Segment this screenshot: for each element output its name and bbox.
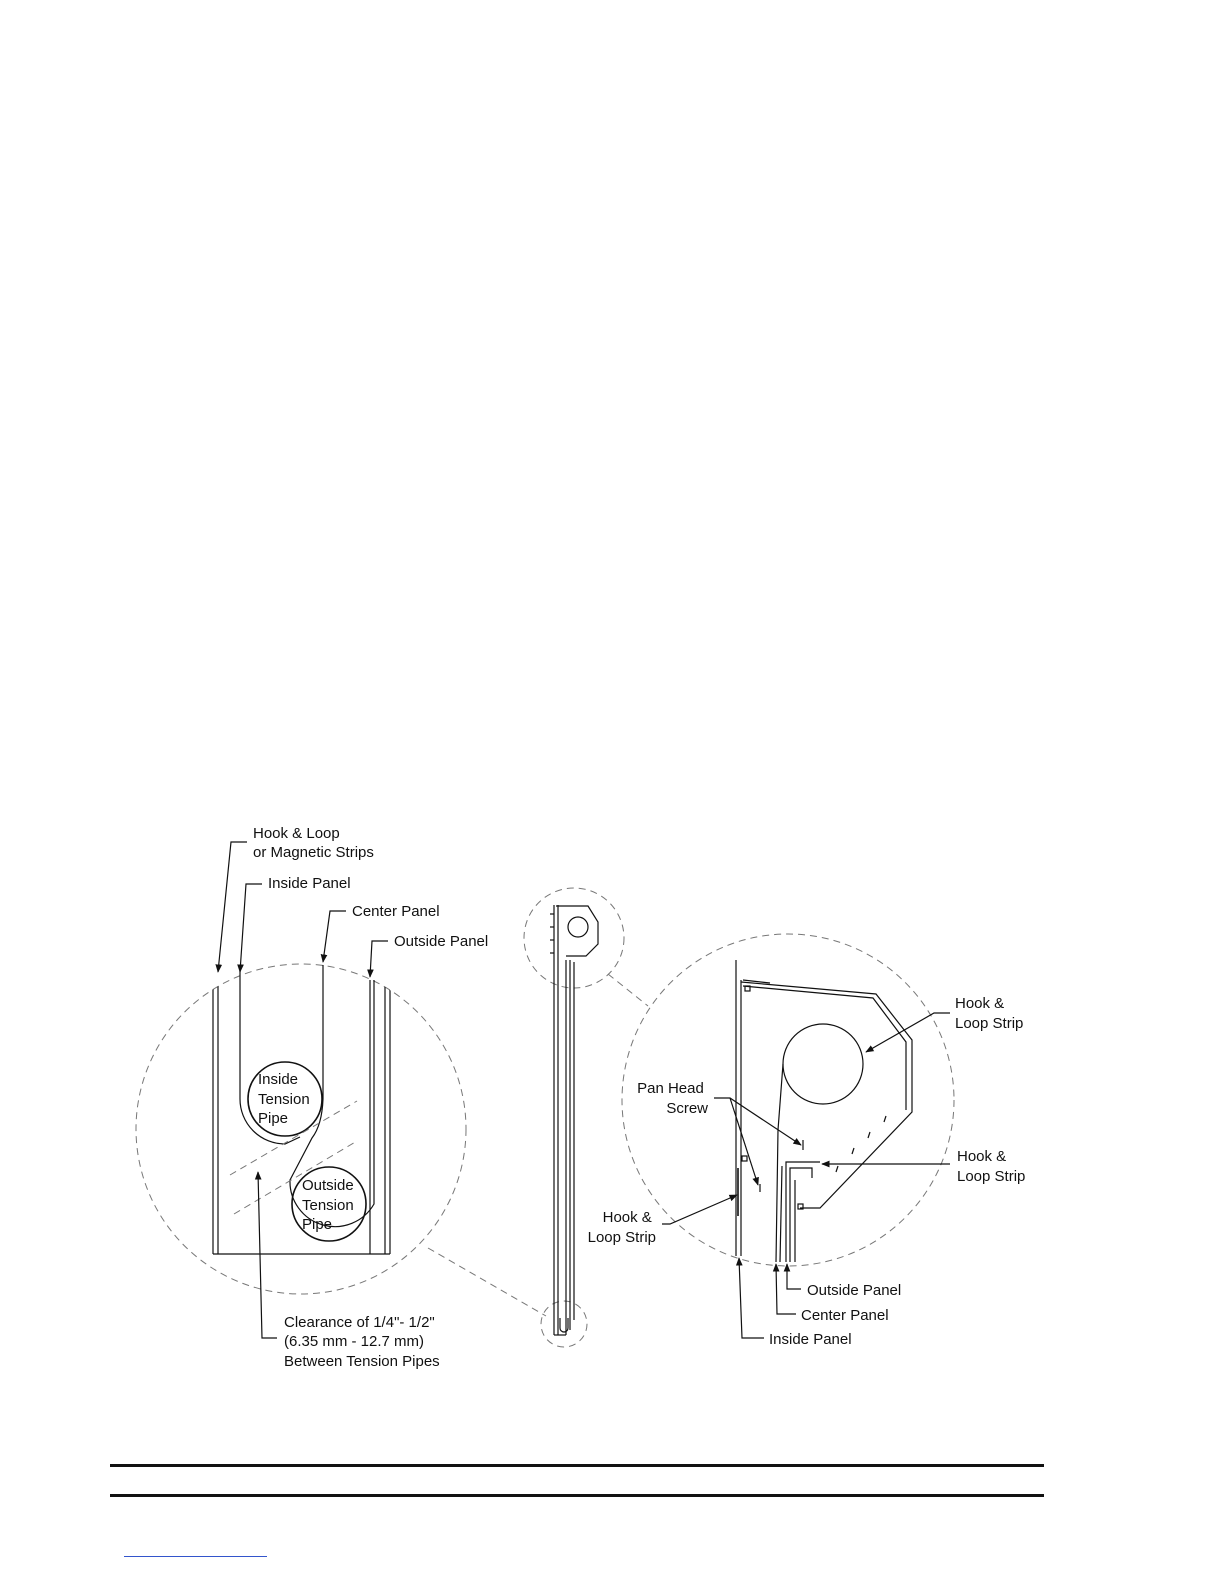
label-inside-panel: Inside Panel <box>268 875 351 892</box>
rd-hood-inner <box>743 986 906 1110</box>
rd-screw-mid <box>742 1156 747 1161</box>
rd-tension-pipe <box>783 1024 863 1104</box>
label-center-panel: Center Panel <box>352 903 440 920</box>
leader-inside-panel <box>240 884 262 972</box>
rd-outside-panel <box>786 1162 820 1262</box>
label-hook-loop-magnetic: Hook & Loop or Magnetic Strips <box>253 825 374 861</box>
leader-hook-loop <box>218 842 247 972</box>
label-inside-tension-pipe: Inside Tension Pipe <box>258 1071 310 1127</box>
elev-pipe <box>568 917 588 937</box>
label-clearance: Clearance of 1/4"- 1/2" (6.35 mm - 12.7 mm) Between Tension Pipes <box>284 1314 440 1370</box>
center-elevation <box>428 888 648 1347</box>
rd-center-panel-2 <box>780 1166 782 1262</box>
rd-leader-outside-panel <box>787 1264 801 1289</box>
label-outside-tension-pipe: Outside Tension Pipe <box>302 1177 354 1233</box>
leader-center-panel <box>323 911 346 962</box>
leader-clearance <box>258 1172 277 1338</box>
rd-leader-inside-panel <box>739 1258 764 1338</box>
footer-rule-bottom <box>110 1494 1044 1497</box>
rd-leader-screw-2 <box>730 1098 758 1185</box>
left-detail-circle <box>136 964 466 1294</box>
rd-label-hook-top: Hook & Loop Strip <box>955 995 1024 1032</box>
rd-outside-panel-2 <box>790 1168 812 1262</box>
connector-top <box>608 974 648 1006</box>
rd-label-hook-left: Hook & Loop Strip <box>587 1209 656 1246</box>
bottom-callout-circle <box>541 1301 587 1347</box>
clearance-line-1 <box>230 1101 357 1175</box>
rd-center-panel <box>776 1064 783 1262</box>
rd-label-inside-panel: Inside Panel <box>769 1331 852 1348</box>
footer-link-underline[interactable] <box>124 1556 267 1557</box>
right-detail <box>588 934 1026 1348</box>
rd-leader-hook-top <box>866 1013 950 1052</box>
rd-label-hook-mid: Hook & Loop Strip <box>957 1148 1026 1185</box>
elev-bottom-loop <box>560 1318 568 1332</box>
rd-label-pan-head-screw: Pan Head Screw <box>637 1080 708 1117</box>
rd-leader-screw-1 <box>714 1098 801 1145</box>
connector-bottom <box>428 1248 546 1316</box>
footer-rule-top <box>110 1464 1044 1467</box>
label-outside-panel: Outside Panel <box>394 933 489 950</box>
left-detail <box>136 825 488 1370</box>
elev-hood <box>556 906 598 956</box>
rd-label-center-panel: Center Panel <box>801 1307 889 1324</box>
rd-label-outside-panel: Outside Panel <box>807 1282 902 1299</box>
leader-outside-panel <box>370 941 388 977</box>
